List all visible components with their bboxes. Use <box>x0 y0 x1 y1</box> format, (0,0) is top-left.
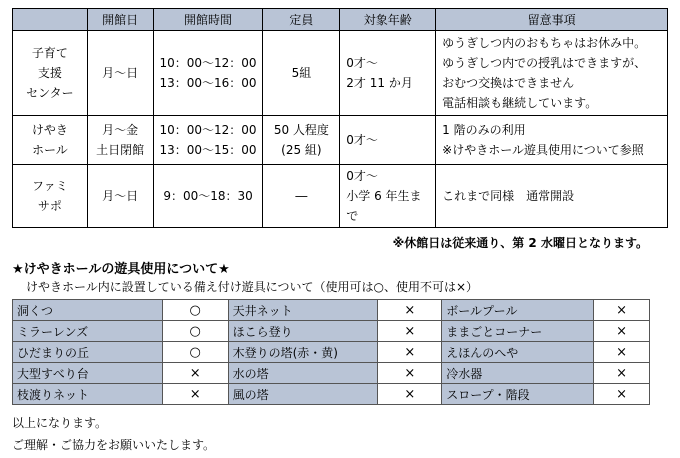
cell-line: ※けやきホール遊具使用について参照 <box>442 143 644 157</box>
header-cell: 定員 <box>263 9 340 31</box>
cell-line: ファミ <box>31 179 68 193</box>
equipment-mark: ○ <box>162 342 228 363</box>
equipment-mark: × <box>162 363 228 384</box>
equipment-table <box>12 299 650 405</box>
header-cell: 対象年齢 <box>340 9 436 31</box>
schedule-row <box>13 116 668 165</box>
cell-line: 月～日 <box>102 66 139 80</box>
equipment-row <box>13 363 650 384</box>
cell-line: 電話相談も継続しています。 <box>442 96 598 110</box>
section-heading: ★けやきホールの遊具使用について★ <box>12 262 230 277</box>
cell-line: おむつ交換はできません <box>442 76 575 90</box>
section-subheading: けやきホール内に設置している備え付け遊具について（使用可は○、使用不可は×） <box>26 280 479 294</box>
facility-cell <box>13 116 88 165</box>
equipment-name: 水の塔 <box>228 363 378 384</box>
cell-line: これまで同様 通常開設 <box>442 189 575 203</box>
equipment-name: ほこら登り <box>228 321 378 342</box>
cell-line: けやき <box>31 123 68 137</box>
capacity-cell <box>263 165 340 228</box>
notes-cell <box>436 31 668 116</box>
facility-cell <box>13 31 88 116</box>
equipment-name: ひだまりの丘 <box>13 342 163 363</box>
schedule-table <box>12 8 668 228</box>
cell-line: で <box>346 209 359 223</box>
schedule-row <box>13 165 668 228</box>
capacity-cell <box>263 116 340 165</box>
cell-line: ゆうぎしつ内での授乳はできますが、 <box>442 56 647 70</box>
equipment-name: スロープ・階段 <box>442 384 594 405</box>
equipment-name: 木登りの塔(赤・黄) <box>228 342 378 363</box>
hours-cell <box>153 165 263 228</box>
header-cell <box>13 9 88 31</box>
equipment-name: 大型すべり台 <box>13 363 163 384</box>
cell-line: 月～金 <box>102 123 139 137</box>
notes-cell <box>436 165 668 228</box>
footer-line: 以上になります。 <box>12 416 108 430</box>
cell-line: 0才～ <box>346 169 378 183</box>
cell-line: ゆうぎしつ内のおもちゃはお休み中。 <box>442 36 647 50</box>
age-cell <box>340 31 436 116</box>
hours-cell <box>153 116 263 165</box>
cell-line: 1 階のみの利用 <box>442 123 526 137</box>
cell-line: 13：00～16：00 <box>159 76 257 90</box>
cell-line: (25 組) <box>281 143 322 157</box>
equipment-row <box>13 321 650 342</box>
cell-line: 2才 11 か月 <box>346 76 413 90</box>
equipment-name: 風の塔 <box>228 384 378 405</box>
cell-line: 10：00～12：00 <box>159 123 257 137</box>
cell-line: 5組 <box>291 66 312 80</box>
equipment-row <box>13 300 650 321</box>
cell-line: サポ <box>37 199 62 213</box>
equipment-mark: × <box>378 363 442 384</box>
cell-line: 0才～ <box>346 133 378 147</box>
equipment-mark: ○ <box>162 321 228 342</box>
header-cell: 開館日 <box>87 9 153 31</box>
equipment-row <box>13 342 650 363</box>
age-cell <box>340 165 436 228</box>
days-cell <box>87 31 153 116</box>
cell-line: 9：00～18：30 <box>163 189 253 203</box>
equipment-name: 洞くつ <box>13 300 163 321</box>
cell-line: 支援 <box>37 66 62 80</box>
cell-line: センター <box>26 86 74 100</box>
equipment-name: えほんのへや <box>442 342 594 363</box>
footer-line: ご理解・ご協力をお願いいたします。 <box>12 438 216 452</box>
equipment-mark: × <box>378 321 442 342</box>
equipment-mark: × <box>594 300 650 321</box>
cell-line: 小学 6 年生ま <box>346 189 422 203</box>
equipment-mark: × <box>378 342 442 363</box>
cell-line: 50 人程度 <box>273 123 329 137</box>
closing-day-note: ※休館日は従来通り、第 2 水曜日となります。 <box>392 236 648 250</box>
equipment-mark: × <box>378 300 442 321</box>
equipment-name: 枝渡りネット <box>13 384 163 405</box>
hours-cell <box>153 31 263 116</box>
equipment-mark: × <box>378 384 442 405</box>
equipment-name: ままごとコーナー <box>442 321 594 342</box>
equipment-name: ミラーレンズ <box>13 321 163 342</box>
cell-line: ホール <box>31 143 68 157</box>
equipment-name: 冷水器 <box>442 363 594 384</box>
cell-line: 土日閉館 <box>96 143 145 157</box>
header-cell: 開館時間 <box>153 9 263 31</box>
notes-cell <box>436 116 668 165</box>
age-cell <box>340 116 436 165</box>
cell-line: 13：00～15：00 <box>159 143 257 157</box>
capacity-cell <box>263 31 340 116</box>
cell-line: 子育て <box>31 46 68 60</box>
equipment-mark: × <box>594 342 650 363</box>
equipment-row <box>13 384 650 405</box>
equipment-mark: × <box>594 363 650 384</box>
cell-line: 10：00～12：00 <box>159 56 257 70</box>
cell-line: ― <box>295 189 308 203</box>
equipment-name: ボールプール <box>442 300 594 321</box>
cell-line: 月～日 <box>102 189 139 203</box>
equipment-mark: × <box>594 321 650 342</box>
header-cell: 留意事項 <box>436 9 668 31</box>
cell-line: 0才～ <box>346 56 378 70</box>
schedule-row <box>13 31 668 116</box>
equipment-mark: × <box>162 384 228 405</box>
schedule-header-row <box>13 9 668 31</box>
equipment-mark: × <box>594 384 650 405</box>
days-cell <box>87 165 153 228</box>
equipment-name: 天井ネット <box>228 300 378 321</box>
facility-cell <box>13 165 88 228</box>
equipment-mark: ○ <box>162 300 228 321</box>
days-cell <box>87 116 153 165</box>
